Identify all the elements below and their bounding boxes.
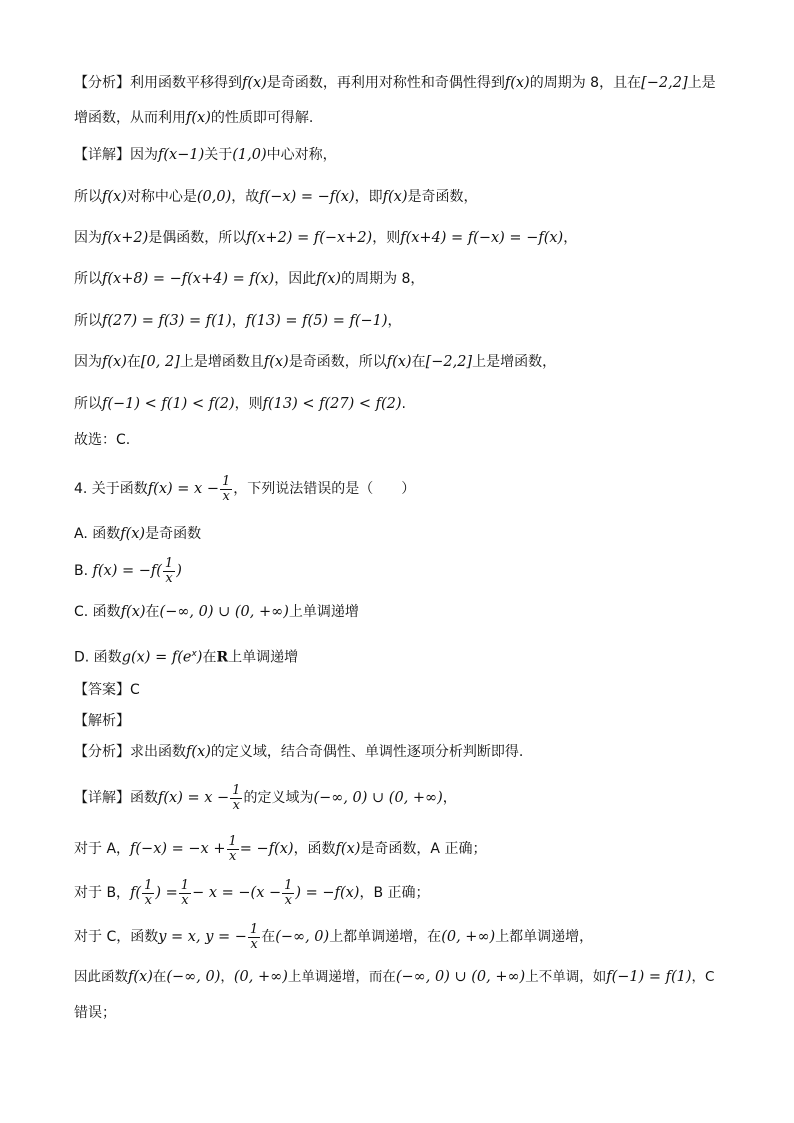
text: 上不单调，如 [525, 969, 607, 985]
text: 对于 C，函数 [74, 929, 159, 945]
detail-line-7 [74, 394, 724, 414]
fraction [220, 475, 232, 504]
text: 对称中心是 [126, 189, 197, 205]
math: f(x) = x − [158, 790, 230, 806]
text: 的周期为 8，且在 [529, 75, 642, 91]
math: f(13) = f(5) = f(−1) [245, 313, 388, 329]
fraction [179, 879, 191, 908]
math: (−∞, 0) ∪ (0, +∞) [159, 604, 289, 620]
text: ，下列说法错误的是（ ） [233, 481, 416, 497]
text: 函数 [130, 790, 158, 806]
analysis-line-1 [74, 73, 724, 93]
text: ，B 正确； [359, 885, 430, 901]
detail-line-6 [74, 352, 724, 372]
option-d [74, 644, 724, 668]
math: f(x) [186, 744, 211, 760]
denominator: x [181, 892, 189, 908]
section-label: 【详解】 [74, 790, 130, 806]
text: ，C [691, 969, 715, 985]
math: (−∞, 0) [275, 929, 330, 945]
math: (0, +∞) [441, 929, 496, 945]
text: 在 [145, 604, 160, 620]
numerator: 1 [164, 555, 174, 571]
math: f(x+2) = f(−x+2) [246, 230, 373, 246]
math: (0, +∞) [233, 969, 288, 985]
numerator: 1 [221, 473, 231, 489]
math: f(x) [186, 110, 211, 126]
denominator: x [228, 848, 237, 864]
detail-line-8 [74, 430, 724, 450]
math: f(x) [316, 271, 342, 287]
math: f(x+4) = f(−x) = −f(x) [400, 230, 564, 246]
text: 所以 [74, 189, 102, 205]
text: 增函数，从而利用 [74, 110, 186, 126]
text: ， [231, 313, 246, 329]
math: f(x) [128, 969, 153, 985]
section-label: 【答案】 [74, 682, 130, 698]
math: ) [176, 563, 182, 579]
text: 因此函数 [74, 969, 128, 985]
fraction [248, 923, 260, 952]
numerator: 1 [180, 877, 190, 893]
text: 在 [261, 929, 276, 945]
text: ，则 [234, 396, 263, 412]
text: 上单调递增 [288, 604, 359, 620]
math: f(x) [504, 75, 530, 91]
section-label: 【解析】 [74, 713, 130, 729]
text: ，故 [231, 189, 260, 205]
section-label: 【分析】 [74, 744, 130, 760]
option-b [74, 556, 724, 586]
math: f(x) = x − [147, 481, 219, 497]
text: 故选：C. [74, 432, 131, 448]
jiexi-line [74, 711, 724, 731]
text: 是奇函数，所以 [288, 354, 387, 370]
detail2-line-1 [74, 783, 724, 813]
math: y = x, y = − [158, 929, 247, 945]
denominator: x [284, 892, 292, 908]
numerator: 1 [284, 877, 293, 893]
fraction [227, 835, 239, 864]
math: f(x) [335, 841, 361, 857]
math: − x = −(x − [192, 885, 282, 901]
math: [−2,2] [641, 75, 688, 91]
text: 错误； [74, 1005, 116, 1021]
section-label: 【分析】 [74, 75, 130, 91]
detail2-line-3 [74, 878, 724, 908]
detail2-line-4 [74, 922, 724, 952]
math: f(x) [120, 526, 146, 542]
denominator: x [232, 797, 240, 813]
math: (−∞, 0) [166, 969, 221, 985]
math: f(x) [102, 189, 127, 205]
denominator: x [222, 488, 230, 504]
text: 因为 [74, 354, 102, 370]
math: (0,0) [196, 189, 232, 205]
option-label: D. 函数 [74, 649, 122, 666]
text: 求出函数 [130, 744, 186, 760]
text: 是奇函数 [145, 526, 202, 542]
numerator: 1 [228, 833, 237, 849]
text: 对于 B， [74, 885, 131, 901]
fraction [142, 879, 154, 908]
question-4-stem [74, 474, 724, 504]
text: 上单调递增 [228, 649, 299, 666]
text: 上是 [687, 75, 716, 91]
text: 上是增函数， [472, 354, 557, 370]
superscript: x [191, 649, 197, 659]
text: 是偶函数，所以 [148, 230, 247, 246]
text: 因为 [74, 230, 102, 246]
math: f(13) < f(27) < f(2) [262, 396, 402, 412]
text: 因为 [130, 147, 158, 163]
section-label: 【详解】 [74, 147, 130, 163]
math: ) = [155, 885, 178, 901]
numerator: 1 [144, 877, 153, 893]
text: 所以 [74, 396, 102, 412]
text: 在 [202, 649, 217, 666]
math: f(−x) = −x + [130, 841, 226, 857]
math: ) = −f(x) [295, 885, 360, 901]
math: g(x) = f(e [121, 649, 192, 666]
text: 对于 A， [74, 841, 131, 857]
math: f(x) [386, 354, 412, 370]
answer-value: C [130, 682, 140, 698]
math: R [216, 649, 229, 666]
text: 是奇函数，A 正确； [360, 841, 487, 857]
text: ，函数 [293, 841, 336, 857]
math: f(x) [242, 75, 267, 91]
option-label: C. 函数 [74, 604, 121, 620]
text: ， [563, 230, 578, 246]
text: 关于 [204, 147, 233, 163]
text: 的定义域为 [243, 790, 314, 806]
detail-line-2 [74, 187, 724, 207]
denominator: x [165, 570, 173, 586]
detail2-line-6 [74, 1003, 724, 1023]
text: 中心对称， [266, 147, 337, 163]
math: f(x+8) = −f(x+4) = f(x) [102, 271, 275, 287]
text: 上单调递增，而在 [287, 969, 396, 985]
detail2-line-2 [74, 834, 724, 864]
text: 的定义域，结合奇偶性、单调性逐项分析判断即得. [210, 744, 524, 760]
text: 上都单调递增，在 [329, 929, 442, 945]
text: 在 [126, 354, 141, 370]
detail-line-3 [74, 228, 724, 248]
detail-line-4 [74, 269, 724, 289]
math: [0, 2] [140, 354, 180, 370]
detail-line-5 [74, 311, 724, 331]
math: (1,0) [232, 147, 267, 163]
numerator: 1 [249, 921, 259, 937]
denominator: x [144, 892, 152, 908]
text: 是奇函数，再利用对称性和奇偶性得到 [266, 75, 505, 91]
math: f(27) = f(3) = f(1) [102, 313, 232, 329]
analysis-line-2 [74, 108, 724, 128]
text: 利用函数平移得到 [130, 75, 242, 91]
math: (−∞, 0) ∪ (0, +∞) [395, 969, 526, 985]
math: f(−1) < f(1) < f(2) [102, 396, 235, 412]
math: f(x) [120, 604, 146, 620]
detail2-line-5 [74, 967, 724, 987]
math: f(x−1) [158, 147, 205, 163]
option-label: A. 函数 [74, 526, 121, 542]
text: ， [220, 969, 234, 985]
text: 的周期为 8， [341, 271, 425, 287]
text: 上是增函数且 [179, 354, 264, 370]
math: ) [196, 649, 203, 666]
option-a [74, 524, 724, 544]
text: 的性质即可得解. [210, 110, 314, 126]
text: . [401, 396, 406, 412]
math: f(x) = −f( [92, 563, 162, 579]
text: ， [387, 313, 402, 329]
numerator: 1 [232, 782, 241, 798]
math: f(−1) = f(1) [606, 969, 692, 985]
text: 在 [152, 969, 167, 985]
option-c [74, 602, 724, 622]
text: ， [442, 790, 457, 806]
math: f(x) [263, 354, 289, 370]
text: 是奇函数， [407, 189, 478, 205]
text: 所以 [74, 313, 102, 329]
text: ，因此 [274, 271, 317, 287]
math: f(x) [102, 354, 127, 370]
option-label: B. [74, 563, 89, 579]
math: = −f(x) [239, 841, 294, 857]
analysis2-line [74, 742, 724, 762]
denominator: x [250, 936, 258, 952]
fraction [163, 557, 175, 586]
fraction [282, 879, 294, 908]
detail-line-1 [74, 145, 724, 165]
math: f(x+2) [102, 230, 149, 246]
math: f(−x) = −f(x) [259, 189, 355, 205]
math: f( [130, 885, 142, 901]
text: 所以 [74, 271, 102, 287]
text: 4. 关于函数 [74, 481, 148, 497]
math: (−∞, 0) ∪ (0, +∞) [313, 790, 443, 806]
fraction [230, 784, 242, 813]
math: f(x) [382, 189, 408, 205]
text: 在 [411, 354, 426, 370]
text: ，即 [354, 189, 383, 205]
text: 上都单调递增， [495, 929, 594, 945]
answer-line [74, 680, 724, 700]
text: ，则 [372, 230, 401, 246]
math: [−2,2] [425, 354, 473, 370]
